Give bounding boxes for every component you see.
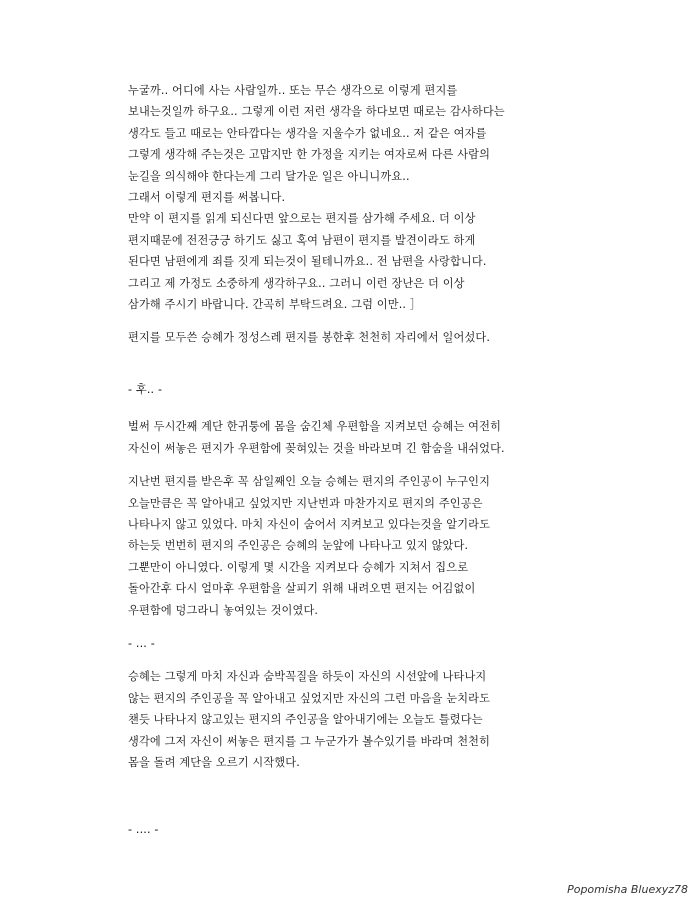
narration-paragraph [128, 471, 578, 621]
text-line: 않는 편지의 주인공을 꼭 알아내고 싶었지만 자신의 그런 마음을 눈치라도 [128, 691, 491, 705]
text-line: 벌써 두시간째 계단 한귀퉁에 몸을 숨긴체 우편함을 지켜보던 승혜는 여전히 [128, 420, 502, 434]
text-line: 승혜는 그렇게 마치 자신과 숨박꼭질을 하듯이 자신의 시선앞에 나타나지 [128, 670, 487, 684]
spacer [128, 315, 578, 327]
text-line: 자신이 써놓은 편지가 우편함에 꽂혀있는 것을 바라보며 긴 함숨을 내쉬었다. [128, 441, 505, 455]
text-line: 그리고 제 가정도 소중하게 생각하구요.. 그러니 이런 장난은 더 이상 [128, 276, 465, 290]
text-line: 편지때문에 전전긍긍 하기도 싫고 혹여 남편이 편지를 발견이라도 하게 [128, 233, 476, 247]
spacer [128, 459, 578, 471]
text-line: 나타나지 않고 있었다. 마치 자신이 숨어서 지켜보고 있다는것을 알기라도 [128, 517, 491, 531]
spacer [128, 400, 578, 416]
text-line: 눈길을 의식해야 한다는게 그리 달가운 일은 아니니까요.. [128, 169, 410, 183]
text-line: 챈듯 나타나지 않고있는 편지의 주인공을 알아내기에는 오늘도 틀렸다는 [128, 713, 483, 727]
text-line: 돌아간후 다시 얼마후 우편함을 살피기 위해 내려오면 편지는 어김없이 [128, 582, 476, 596]
text-line: 몸을 돌려 계단을 오르기 시작했다. [128, 755, 300, 769]
text-line: 된다면 남편에게 죄를 짓게 되는것이 될테니까요.. 전 남편을 사랑합니다. [128, 255, 487, 269]
spacer [128, 349, 578, 379]
text-line: - 후.. - [128, 382, 163, 396]
scene-break [128, 379, 578, 400]
letter-paragraph [128, 80, 578, 315]
spacer [128, 621, 578, 633]
text-line: 편지를 모두쓴 승혜가 정성스레 편지를 봉한후 천천히 자리에서 일어섰다. [128, 331, 491, 345]
narration-paragraph [128, 327, 578, 348]
spacer [128, 773, 578, 819]
text-line: 생각도 들고 때로는 안타깝다는 생각을 지울수가 없네요.. 저 같은 여자를 [128, 126, 487, 140]
scene-break [128, 819, 578, 840]
text-line: 생각에 그저 자신이 써놓은 편지를 그 누군가가 볼수있기를 바라며 천천히 [128, 734, 491, 748]
text-line: 그뿐만이 아니였다. 이렇게 몇 시간을 지켜보다 승혜가 지쳐서 집으로 [128, 560, 469, 574]
scene-break [128, 633, 578, 654]
footer-credit: Popomisha Bluexyz78 [567, 883, 688, 896]
text-line: - .... - [128, 823, 159, 837]
text-line: 오늘만큼은 꼭 알아내고 싶었지만 지난번과 마찬가지로 편지의 주인공은 [128, 496, 483, 510]
text-line: 지난번 편지를 받은후 꼭 삼일째인 오늘 승혜는 편지의 주인공이 누구인지 [128, 475, 491, 489]
narration-paragraph [128, 416, 578, 459]
story-text [128, 80, 578, 841]
text-line: 누굴까.. 어디에 사는 사람일까.. 또는 무슨 생각으로 이렇게 편지를 [128, 84, 458, 97]
text-line: 만약 이 편지를 읽게 되신다면 앞으로는 편지를 삼가해 주세요. 더 이상 [128, 212, 476, 226]
text-line: - ... - [128, 636, 155, 650]
spacer [128, 654, 578, 666]
text-line: 그래서 이렇게 편지를 써봅니다. [128, 191, 286, 205]
text-line: 하는듯 번번히 편지의 주인공은 승혜의 눈앞에 나타나고 있지 않았다. [128, 539, 469, 553]
text-line: 우편함에 덩그라니 놓여있는 것이였다. [128, 603, 319, 617]
text-line: 보내는것일까 하구요.. 그렇게 이런 저런 생각을 하다보면 때로는 감사하다는 [128, 105, 505, 119]
narration-paragraph [128, 666, 578, 773]
text-line: 그렇게 생각해 주는것은 고맙지만 한 가정을 지키는 여자로써 다른 사람의 [128, 148, 491, 162]
text-line: 삼가해 주시기 바랍니다. 간곡히 부탁드려요. 그럼 이만.. ］ [128, 298, 422, 312]
